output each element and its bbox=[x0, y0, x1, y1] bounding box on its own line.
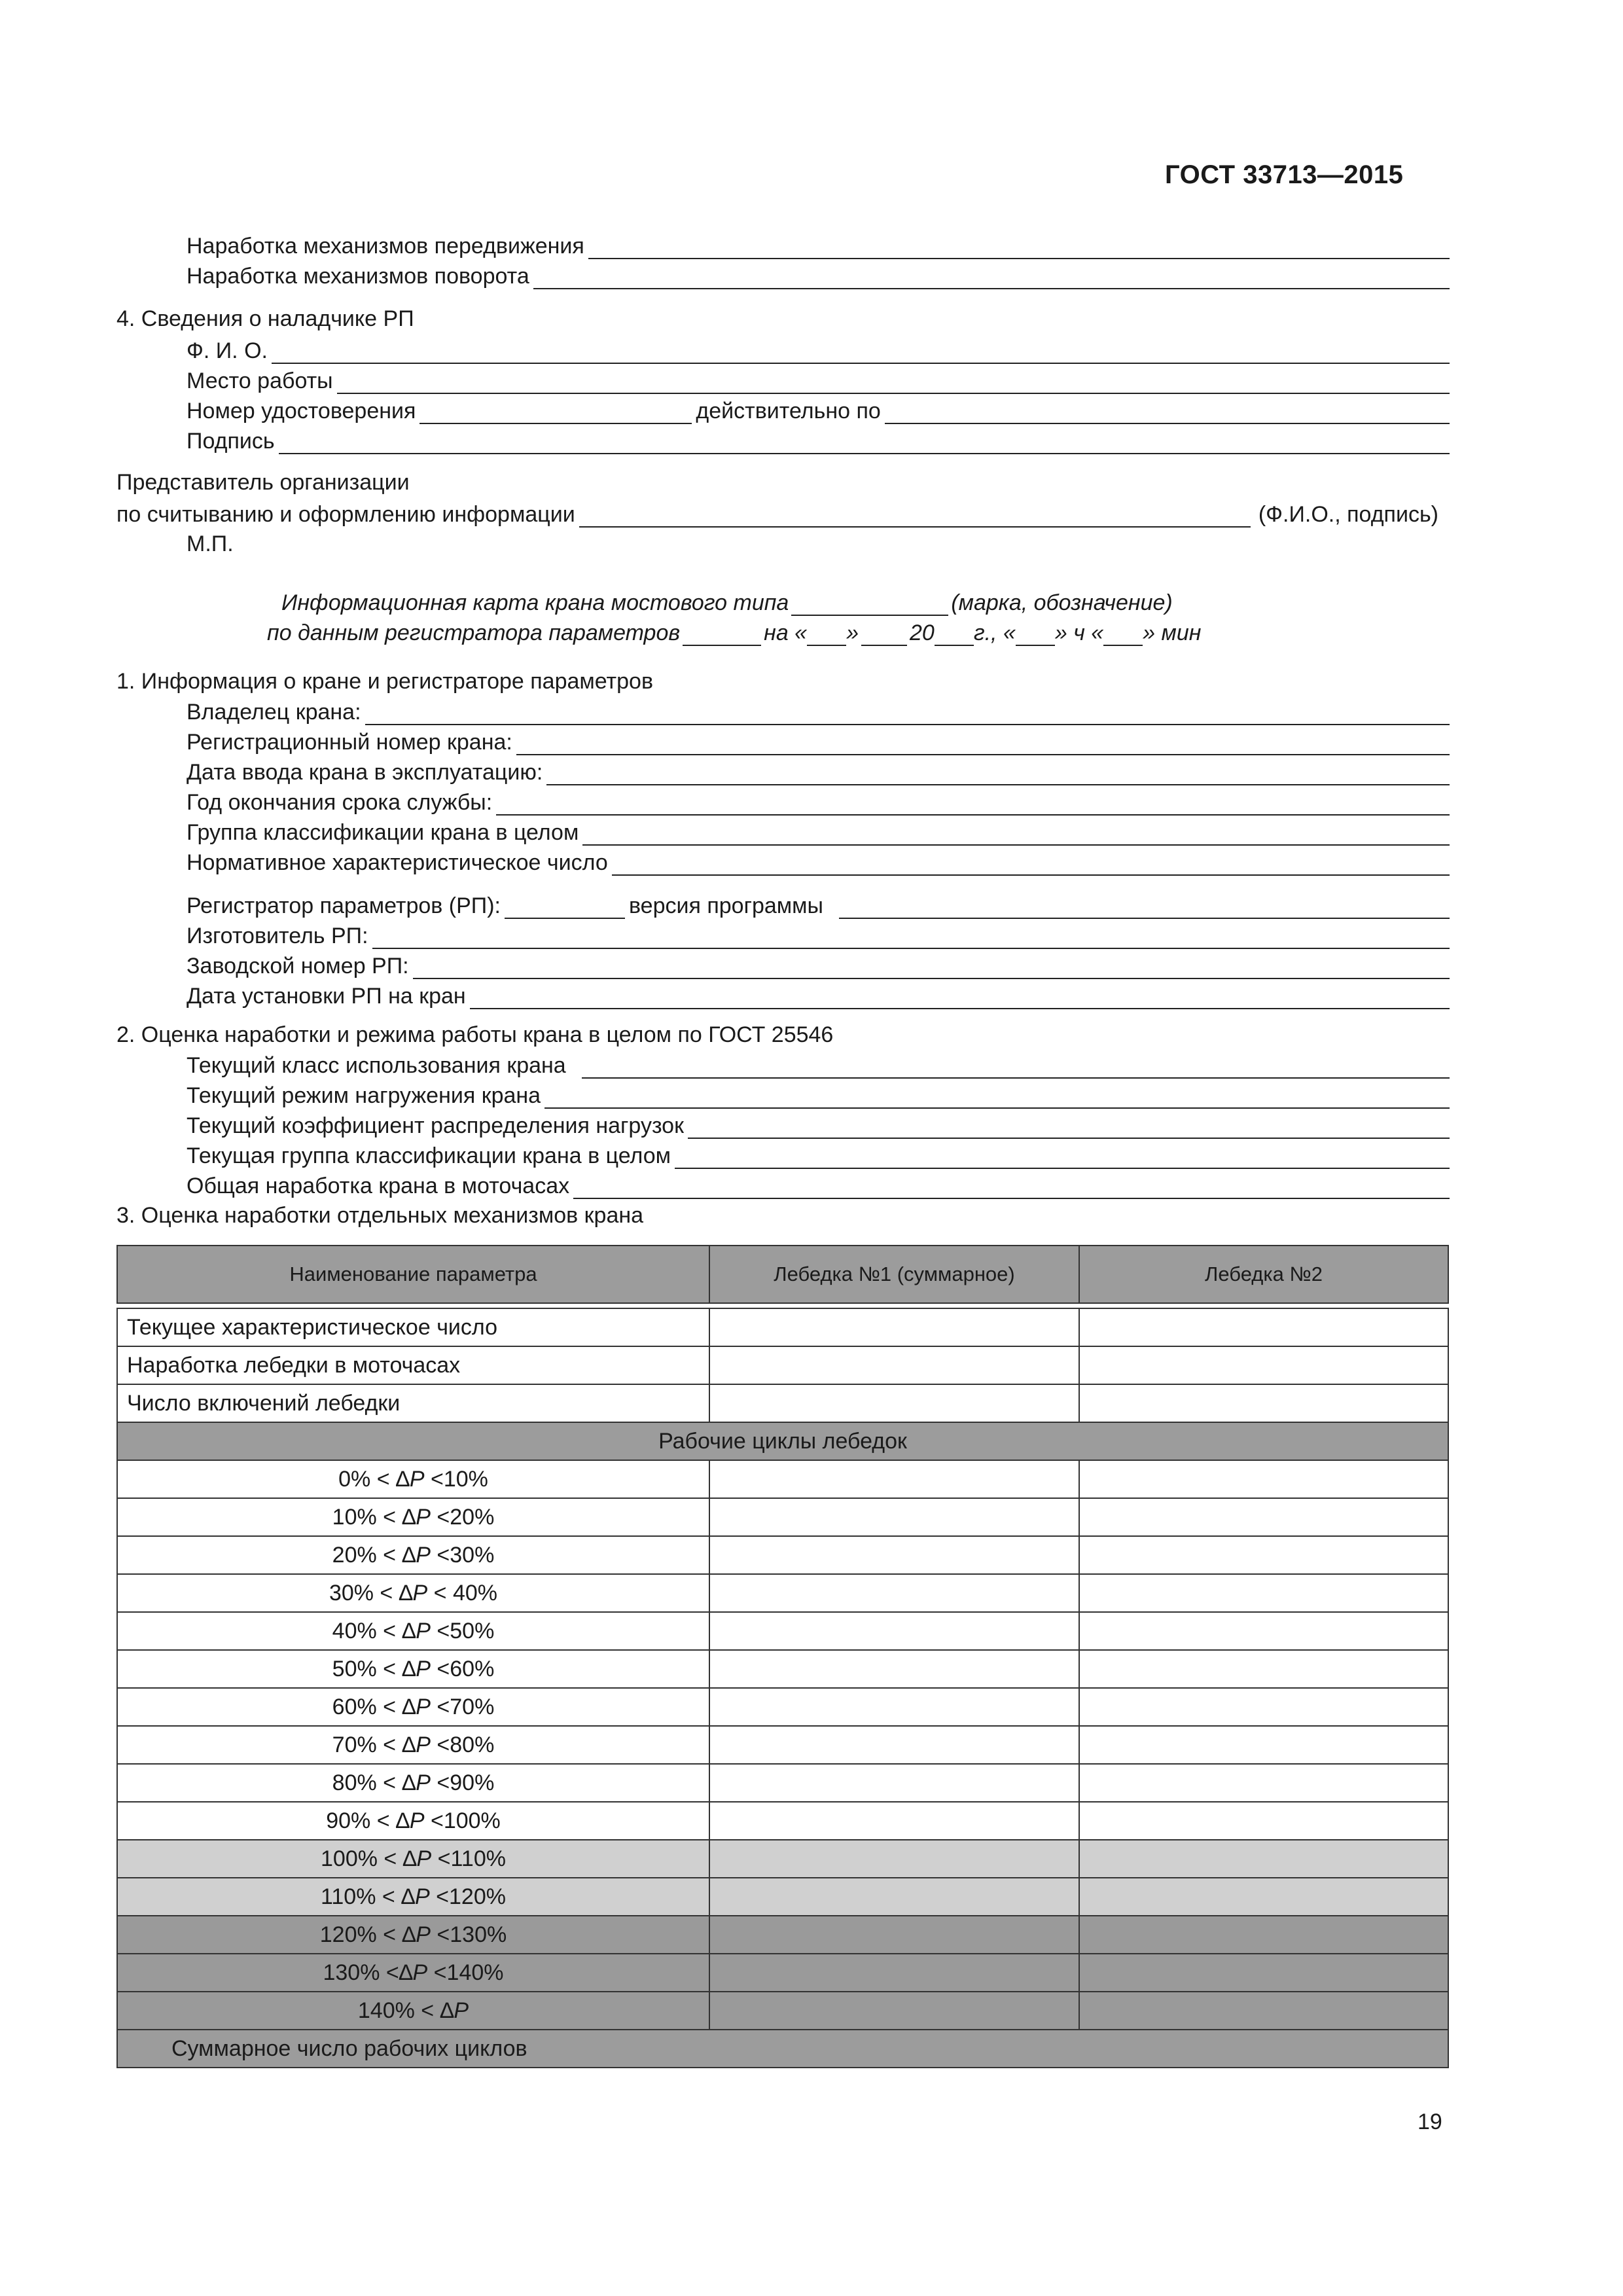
field-label: Подпись bbox=[187, 429, 275, 454]
fill-line[interactable] bbox=[573, 1174, 1450, 1199]
value-cell[interactable] bbox=[709, 1764, 1079, 1802]
table-header-cell: Лебедка №2 bbox=[1079, 1246, 1448, 1303]
table-row bbox=[117, 1460, 1448, 1498]
card-title-line1 bbox=[281, 590, 1173, 616]
fill-line[interactable] bbox=[612, 851, 1450, 876]
table-header-cell: Лебедка №1 (суммарное) bbox=[709, 1246, 1079, 1303]
fill-line[interactable] bbox=[683, 622, 761, 646]
value-cell[interactable] bbox=[1079, 1878, 1448, 1916]
field-label: Нормативное характеристическое число bbox=[187, 850, 608, 875]
field-label: Регистратор параметров (РП): bbox=[187, 893, 501, 918]
value-cell[interactable] bbox=[709, 1650, 1079, 1688]
variable-p: P bbox=[416, 1732, 431, 1757]
cycle-range: 100% < ∆P <110% bbox=[117, 1840, 709, 1878]
fill-line[interactable] bbox=[272, 339, 1450, 364]
spacer-cell bbox=[1079, 1303, 1448, 1308]
fill-line[interactable] bbox=[588, 234, 1450, 259]
table-row bbox=[117, 1878, 1448, 1916]
field-commission-date[interactable] bbox=[187, 757, 1450, 785]
cycle-range: 110% < ∆P <120% bbox=[117, 1878, 709, 1916]
field-serial-number[interactable] bbox=[187, 950, 1450, 979]
table-row bbox=[117, 1954, 1448, 1992]
param-name: Текущее характеристическое число bbox=[117, 1308, 709, 1346]
value-cell[interactable] bbox=[1079, 1536, 1448, 1574]
variable-p: P bbox=[415, 1884, 430, 1909]
fill-line[interactable] bbox=[688, 1114, 1450, 1139]
fill-line[interactable] bbox=[337, 369, 1450, 394]
card-title-text: на « bbox=[764, 620, 808, 645]
value-cell[interactable] bbox=[1079, 1460, 1448, 1498]
field-label: Ф. И. О. bbox=[187, 338, 268, 363]
section-3-title: 3. Оценка наработки отдельных механизмов крана bbox=[116, 1203, 644, 1228]
card-title-text: 20 bbox=[910, 620, 935, 645]
variable-p: P bbox=[412, 1580, 428, 1605]
field-install-date[interactable] bbox=[187, 980, 1450, 1009]
fill-line[interactable] bbox=[496, 791, 1450, 816]
field-label: Дата ввода крана в эксплуатацию: bbox=[187, 760, 543, 785]
section-1-title: 1. Информация о кране и регистраторе параметров bbox=[116, 669, 654, 694]
fill-line[interactable] bbox=[413, 954, 1450, 979]
field-label: Год окончания срока службы: bbox=[187, 790, 493, 815]
cycle-range: 80% < ∆P <90% bbox=[117, 1764, 709, 1802]
param-name: Наработка лебедки в моточасах bbox=[117, 1346, 709, 1384]
card-title-text: » ч « bbox=[1054, 620, 1104, 645]
field-manufacturer[interactable] bbox=[187, 920, 1450, 949]
variable-p: P bbox=[416, 1656, 431, 1681]
cycle-range: 70% < ∆P <80% bbox=[117, 1726, 709, 1764]
cycle-range: 120% < ∆P <130% bbox=[117, 1916, 709, 1954]
table-total-row bbox=[117, 2030, 1448, 2068]
table-band-row bbox=[117, 1422, 1448, 1460]
table-row bbox=[117, 1992, 1448, 2030]
field-slewing-mechanisms[interactable] bbox=[187, 260, 1450, 289]
value-cell[interactable] bbox=[709, 1574, 1079, 1612]
variable-p: P bbox=[416, 1846, 432, 1871]
variable-p: P bbox=[409, 1466, 425, 1492]
field-representative[interactable] bbox=[116, 499, 1438, 528]
field-current-class-group[interactable] bbox=[187, 1140, 1450, 1169]
table-row bbox=[117, 1384, 1448, 1422]
value-cell[interactable] bbox=[1079, 1498, 1448, 1536]
value-cell[interactable] bbox=[709, 1878, 1079, 1916]
field-label: Регистрационный номер крана: bbox=[187, 730, 512, 755]
value-cell[interactable] bbox=[1079, 1688, 1448, 1726]
fill-line[interactable] bbox=[1103, 622, 1143, 646]
cycle-range: 20% < ∆P <30% bbox=[117, 1536, 709, 1574]
table-row bbox=[117, 1726, 1448, 1764]
cycle-range: 140% < ∆P bbox=[117, 1992, 709, 2030]
value-cell[interactable] bbox=[709, 1840, 1079, 1878]
table-row bbox=[117, 1346, 1448, 1384]
field-label: Группа классификации крана в целом bbox=[187, 820, 579, 845]
table-row bbox=[117, 1764, 1448, 1802]
value-cell[interactable] bbox=[1079, 1992, 1448, 2030]
field-label: Место работы bbox=[187, 368, 333, 393]
fill-line[interactable] bbox=[365, 700, 1450, 725]
table-row bbox=[117, 1536, 1448, 1574]
fill-line[interactable] bbox=[533, 264, 1450, 289]
section-2-title: 2. Оценка наработки и режима работы крана в целом по ГОСТ 25546 bbox=[116, 1022, 834, 1047]
field-label: Текущий режим нагружения крана bbox=[187, 1083, 541, 1108]
value-cell[interactable] bbox=[709, 1726, 1079, 1764]
cycle-range: 90% < ∆P <100% bbox=[117, 1802, 709, 1840]
field-signature[interactable] bbox=[187, 425, 1450, 454]
field-label: Текущая группа классификации крана в целом bbox=[187, 1143, 671, 1168]
table-row bbox=[117, 1802, 1448, 1840]
value-cell[interactable] bbox=[709, 1308, 1079, 1346]
card-title-text: » мин bbox=[1143, 620, 1202, 645]
document-code: ГОСТ 33713—2015 bbox=[1165, 160, 1404, 189]
field-label: версия программы bbox=[628, 893, 823, 918]
variable-p: P bbox=[416, 1770, 431, 1795]
field-label: действительно по bbox=[696, 399, 881, 423]
card-title-text: » bbox=[846, 620, 859, 645]
fill-line[interactable] bbox=[675, 1144, 1450, 1169]
field-total-hours[interactable] bbox=[187, 1170, 1450, 1199]
field-label: по считыванию и оформлению информации bbox=[116, 502, 575, 527]
field-label: Заводской номер РП: bbox=[187, 954, 409, 978]
table-row bbox=[117, 1612, 1448, 1650]
value-cell[interactable] bbox=[1079, 1612, 1448, 1650]
field-label: Дата установки РП на кран bbox=[187, 984, 466, 1009]
fill-line[interactable] bbox=[582, 1054, 1450, 1079]
value-cell[interactable] bbox=[1079, 1802, 1448, 1840]
spacer-cell bbox=[117, 1303, 709, 1308]
variable-p: P bbox=[416, 1922, 431, 1947]
fill-line[interactable] bbox=[372, 924, 1450, 949]
value-cell[interactable] bbox=[709, 1384, 1079, 1422]
cycle-range: 50% < ∆P <60% bbox=[117, 1650, 709, 1688]
table-row bbox=[117, 1650, 1448, 1688]
value-cell[interactable] bbox=[709, 1346, 1079, 1384]
value-cell[interactable] bbox=[709, 1460, 1079, 1498]
card-title-line2 bbox=[267, 620, 1201, 646]
value-cell[interactable] bbox=[709, 1916, 1079, 1954]
value-cell[interactable] bbox=[1079, 1916, 1448, 1954]
field-travel-mechanisms[interactable] bbox=[187, 230, 1450, 259]
value-cell[interactable] bbox=[1079, 1840, 1448, 1878]
page-number: 19 bbox=[1418, 2109, 1442, 2134]
card-title-text: (марка, обозначение) bbox=[951, 590, 1173, 615]
variable-p: P bbox=[416, 1542, 431, 1568]
cycle-range: 0% < ∆P <10% bbox=[117, 1460, 709, 1498]
field-label: Номер удостоверения bbox=[187, 399, 416, 423]
fill-line[interactable] bbox=[935, 622, 974, 646]
variable-p: P bbox=[409, 1808, 425, 1833]
section-4-title: 4. Сведения о наладчике РП bbox=[116, 306, 414, 331]
value-cell[interactable] bbox=[709, 1992, 1079, 2030]
field-fio[interactable] bbox=[187, 335, 1450, 364]
fill-line[interactable] bbox=[505, 894, 625, 919]
fill-line[interactable] bbox=[791, 592, 948, 616]
field-label: Владелец крана: bbox=[187, 700, 361, 725]
value-cell[interactable] bbox=[709, 1612, 1079, 1650]
variable-p: P bbox=[412, 1960, 428, 1985]
table-row bbox=[117, 1840, 1448, 1878]
value-cell[interactable] bbox=[709, 1536, 1079, 1574]
field-load-coefficient[interactable] bbox=[187, 1110, 1450, 1139]
fill-line[interactable] bbox=[885, 399, 1450, 424]
fill-line[interactable] bbox=[839, 894, 1450, 919]
field-owner[interactable] bbox=[187, 696, 1450, 725]
value-cell[interactable] bbox=[1079, 1764, 1448, 1802]
table-row bbox=[117, 1574, 1448, 1612]
fill-line[interactable] bbox=[470, 984, 1450, 1009]
value-cell[interactable] bbox=[709, 1954, 1079, 1992]
table-header-row bbox=[117, 1246, 1448, 1303]
variable-p: P bbox=[416, 1618, 431, 1643]
representative-line1: Представитель организации bbox=[116, 470, 410, 495]
table-row bbox=[117, 1916, 1448, 1954]
value-cell[interactable] bbox=[709, 1688, 1079, 1726]
card-title-text: по данным регистратора параметров bbox=[267, 620, 681, 645]
value-cell[interactable] bbox=[709, 1802, 1079, 1840]
value-cell[interactable] bbox=[1079, 1726, 1448, 1764]
fill-line[interactable] bbox=[279, 429, 1450, 454]
spacer-cell bbox=[709, 1303, 1079, 1308]
fill-line[interactable] bbox=[1016, 622, 1055, 646]
value-cell[interactable] bbox=[1079, 1574, 1448, 1612]
table-spacer bbox=[117, 1303, 1448, 1308]
cycle-range: 40% < ∆P <50% bbox=[117, 1612, 709, 1650]
field-workplace[interactable] bbox=[187, 365, 1450, 394]
cycle-range: 130% <∆P <140% bbox=[117, 1954, 709, 1992]
fill-line[interactable] bbox=[582, 821, 1450, 846]
field-usage-class[interactable] bbox=[187, 1050, 1450, 1079]
field-reg-number[interactable] bbox=[187, 726, 1450, 755]
field-label: Текущий коэффициент распределения нагрузок bbox=[187, 1113, 684, 1138]
value-cell[interactable] bbox=[1079, 1384, 1448, 1422]
field-label: Общая наработка крана в моточасах bbox=[187, 1174, 570, 1198]
fill-line[interactable] bbox=[861, 622, 907, 646]
total-label: Суммарное число рабочих циклов bbox=[117, 2030, 1448, 2068]
field-class-group[interactable] bbox=[187, 817, 1450, 846]
table-row bbox=[117, 1308, 1448, 1346]
table-header-cell: Наименование параметра bbox=[117, 1246, 709, 1303]
param-name: Число включений лебедки bbox=[117, 1384, 709, 1422]
variable-p: P bbox=[454, 1998, 469, 2023]
variable-p: P bbox=[416, 1694, 431, 1719]
value-cell[interactable] bbox=[709, 1498, 1079, 1536]
field-loading-mode[interactable] bbox=[187, 1080, 1450, 1109]
value-cell[interactable] bbox=[1079, 1308, 1448, 1346]
fill-line[interactable] bbox=[516, 730, 1450, 755]
fill-line[interactable] bbox=[807, 622, 846, 646]
cycle-range: 30% < ∆P < 40% bbox=[117, 1574, 709, 1612]
field-normative-number[interactable] bbox=[187, 847, 1450, 876]
cycle-range: 60% < ∆P <70% bbox=[117, 1688, 709, 1726]
variable-p: P bbox=[416, 1504, 431, 1530]
field-label: Наработка механизмов поворота bbox=[187, 264, 529, 289]
fill-line[interactable] bbox=[544, 1084, 1450, 1109]
field-certificate[interactable] bbox=[187, 395, 1450, 424]
value-cell[interactable] bbox=[1079, 1346, 1448, 1384]
field-label: Изготовитель РП: bbox=[187, 924, 368, 948]
field-label: Текущий класс использования крана bbox=[187, 1053, 566, 1078]
winch-table bbox=[116, 1245, 1449, 2068]
field-end-of-life[interactable] bbox=[187, 787, 1450, 816]
card-title-text: г., « bbox=[973, 620, 1016, 645]
value-cell[interactable] bbox=[1079, 1650, 1448, 1688]
band-label: Рабочие циклы лебедок bbox=[117, 1422, 1448, 1460]
field-label: Наработка механизмов передвижения bbox=[187, 234, 584, 259]
fill-line[interactable] bbox=[579, 503, 1251, 528]
stamp-label: М.П. bbox=[187, 531, 234, 556]
table-row bbox=[117, 1498, 1448, 1536]
fill-line[interactable] bbox=[546, 761, 1450, 785]
table-row bbox=[117, 1688, 1448, 1726]
cycle-range: 10% < ∆P <20% bbox=[117, 1498, 709, 1536]
card-title-text: Информационная карта крана мостового типа bbox=[281, 590, 789, 615]
value-cell[interactable] bbox=[1079, 1954, 1448, 1992]
field-suffix: (Ф.И.О., подпись) bbox=[1258, 502, 1438, 527]
fill-line[interactable] bbox=[419, 399, 692, 424]
field-recorder[interactable] bbox=[187, 890, 1450, 919]
